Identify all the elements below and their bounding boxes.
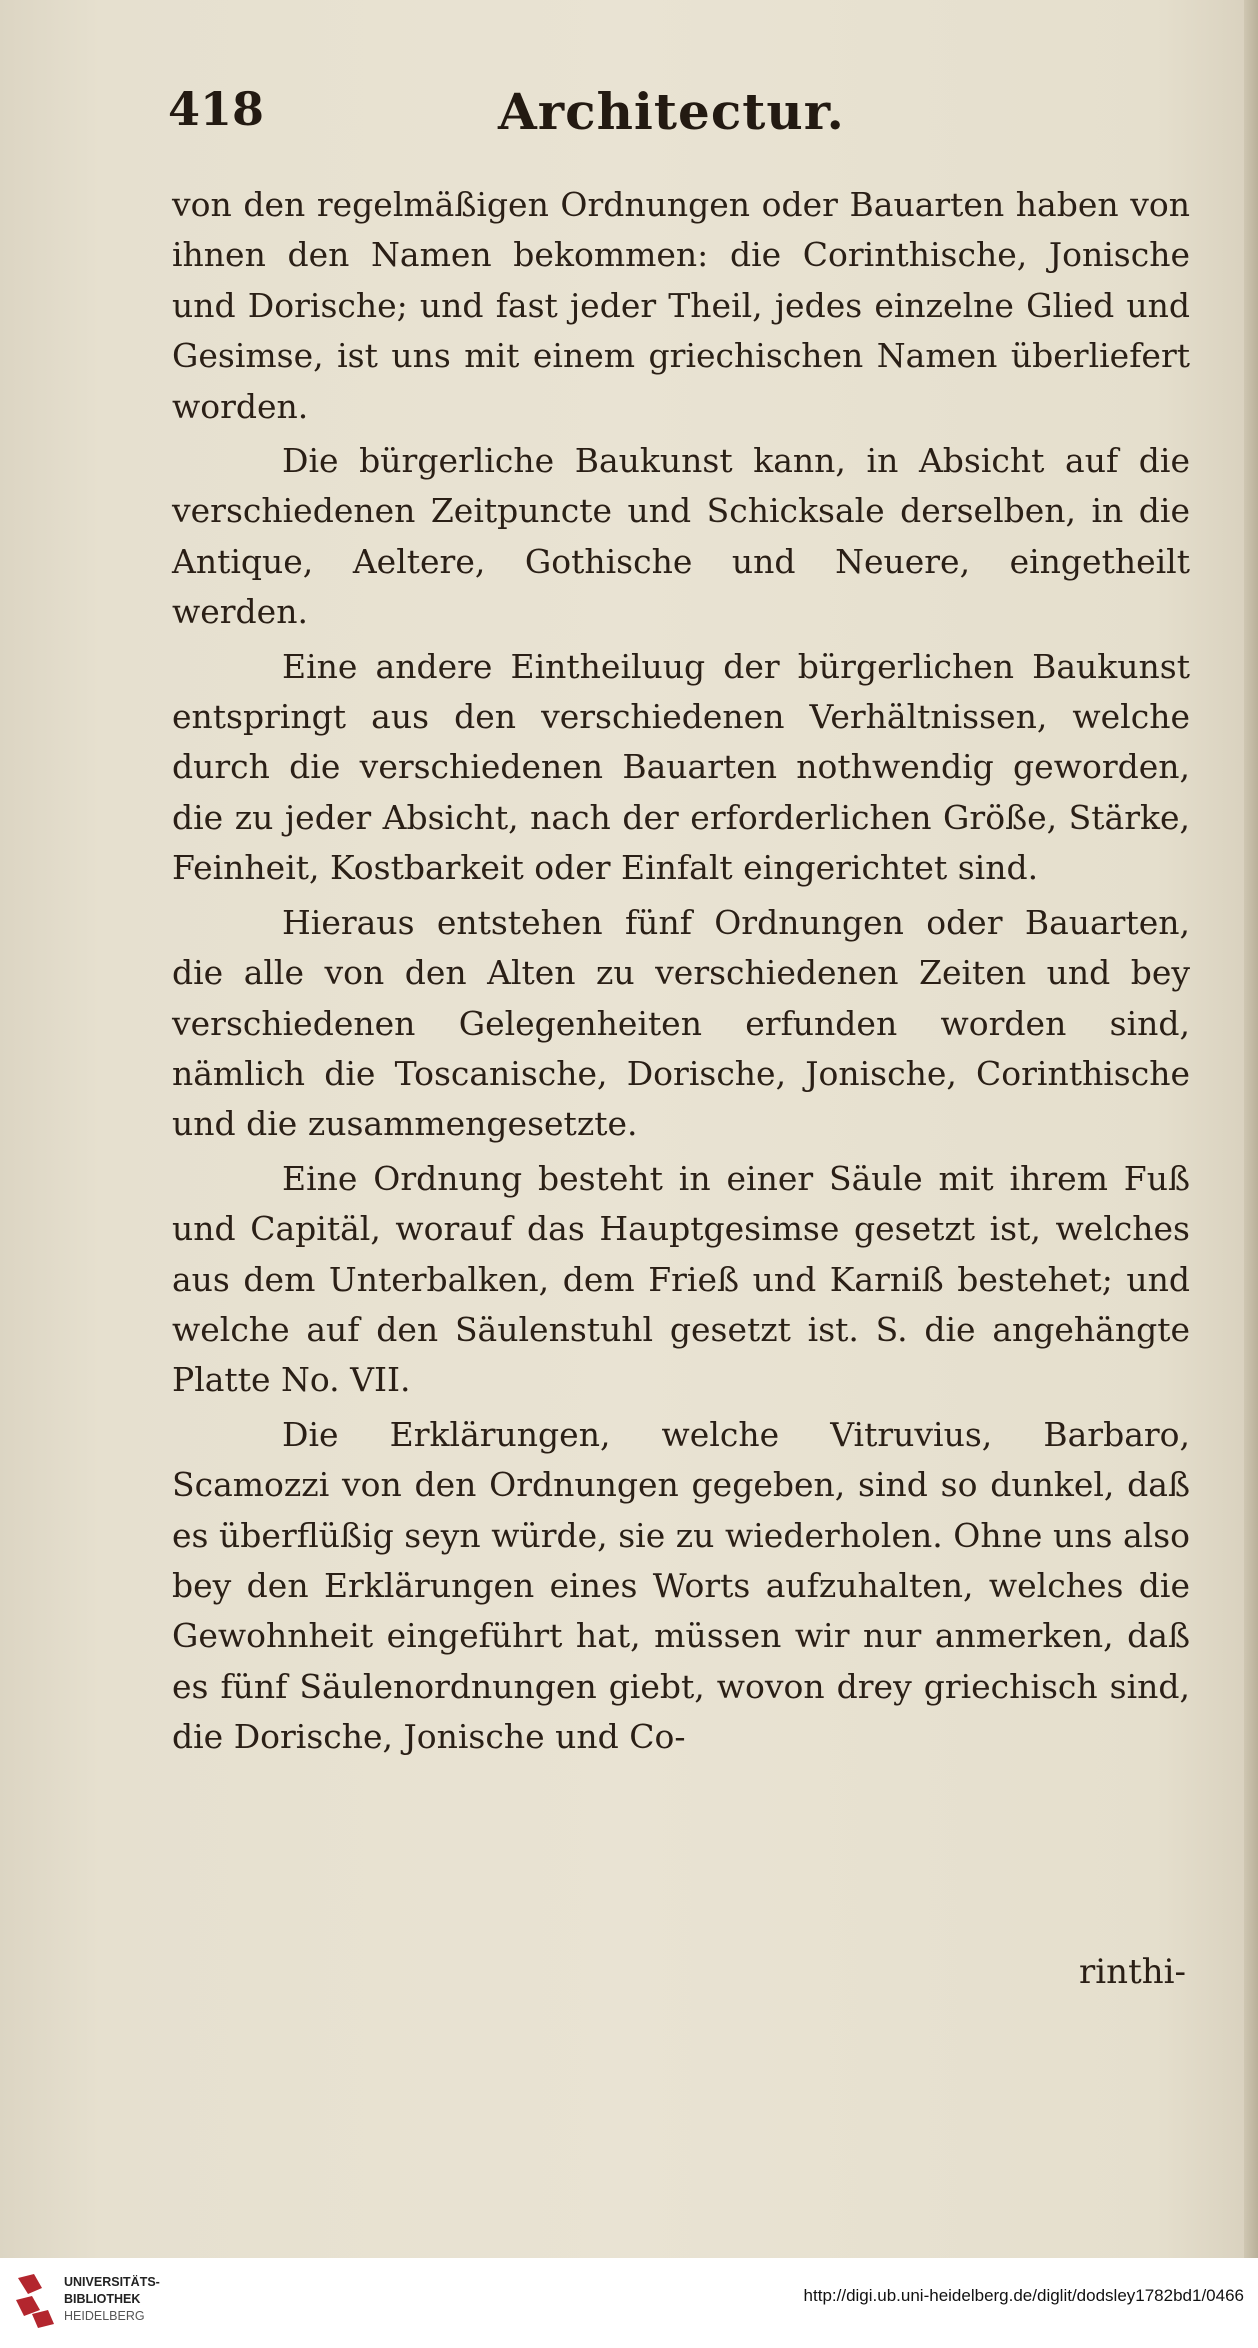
catchword: rinthi-	[1079, 1952, 1186, 1992]
library-name-line-2: BIBLIOTHEK	[64, 2292, 141, 2306]
library-footer	[0, 2258, 1258, 2348]
page-number: 418	[168, 82, 265, 136]
paragraph-1: von den regelmäßigen Ordnungen oder Bauarten haben von ihnen den Namen bekommen: die Corinthische, Jonische und Dorische; und fast jeder Theil, jedes einzelne Glied und Gesimse, ist uns mit einem griechischen Namen überliefert worden.	[172, 185, 1190, 426]
university-library-logo-icon	[12, 2270, 58, 2330]
running-head	[168, 82, 1178, 152]
paragraph-3: Eine andere Eintheiluug der bürgerlichen Baukunst entspringt aus den verschiedenen Verhältnissen, welche durch die verschiedenen Bauarten nothwendig geworden, die zu jeder Absicht, nach der erforderlichen Größe, Stärke, Feinheit, Kostbarkeit oder Einfalt eingerichtet sind.	[172, 646, 1190, 888]
library-name-line-3: HEIDELBERG	[64, 2309, 145, 2323]
body-text	[172, 180, 1190, 1763]
library-name-line-1: UNIVERSITÄTS-	[64, 2275, 160, 2289]
running-title: Architectur.	[498, 82, 845, 141]
paragraph-6: Die Erklärungen, welche Vitruvius, Barbaro, Scamozzi von den Ordnungen gegeben, sind so dunkel, daß es überflüßig seyn würde, sie zu wiederholen. Ohne uns also bey den Erklärungen eines Worts aufzuhalten, welches die Gewohnheit eingeführt hat, müssen wir nur anmerken, daß es fünf Säulenordnungen giebt, wovon drey griechisch sind, die Dorische, Jonische und Co-	[172, 1414, 1190, 1757]
paragraph-4: Hieraus entstehen fünf Ordnungen oder Bauarten, die alle von den Alten zu verschiedenen Zeiten und bey verschiedenen Gelegenheiten erfunden worden sind, nämlich die Toscanische, Dorische, Jonische, Corinthische und die zusammengesetzte.	[172, 902, 1190, 1144]
library-name	[64, 2274, 160, 2325]
paragraph-5: Eine Ordnung besteht in einer Säule mit ihrem Fuß und Capitäl, worauf das Hauptgesimse gesetzt ist, welches aus dem Unterbalken, dem Frieß und Karniß bestehet; und welche auf den Säulenstuhl gesetzt ist. S. die angehängte Platte No. VII.	[172, 1158, 1190, 1400]
source-url[interactable]: http://digi.ub.uni-heidelberg.de/diglit/dodsley1782bd1/0466	[803, 2286, 1244, 2305]
paragraph-2: Die bürgerliche Baukunst kann, in Absicht auf die verschiedenen Zeitpuncte und Schicksale derselben, in die Antique, Aeltere, Gothische und Neuere, eingetheilt werden.	[172, 441, 1190, 632]
